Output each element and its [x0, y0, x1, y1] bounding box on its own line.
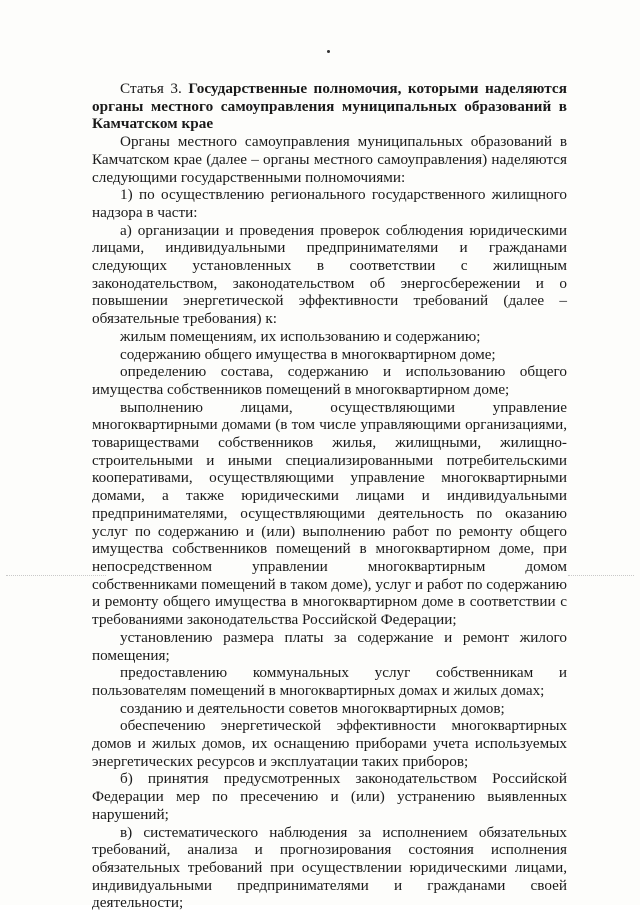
- paragraph-intro: Органы местного самоуправления муниципальных образований в Камчатском крае (далее – органы местного самоуправления) наделяются следующими государственными полномочиями:: [92, 133, 567, 186]
- paragraph-energy-efficiency: обеспечению энергетической эффективности многоквартирных домов и жилых домов, их оснащению приборами учета используемых энергетических ресурсов и эксплуатации таких приборов;: [92, 717, 567, 770]
- paragraph-utility-services: предоставлению коммунальных услуг собственникам и пользователям помещений в многоквартирных домах и жилых домах;: [92, 664, 567, 699]
- article-number: Статья 3.: [120, 80, 182, 97]
- paragraph-building-councils: созданию и деятельности советов многоквартирных домов;: [120, 699, 505, 717]
- paragraph-item-v: в) систематического наблюдения за исполнением обязательных требований, анализа и прогнозирования состояния исполнения обязательных требований при осуществлении юридическими лицами, индивидуальными предпринимателями и гражданами своей деятельности;: [92, 823, 567, 912]
- paragraph-item-b: б) принятия предусмотренных законодательством Российской Федерации мер по пресечению и (или) устранению выявленных нарушений;: [92, 770, 567, 823]
- scan-dotted-line-left: [6, 575, 106, 576]
- document-body: [92, 80, 567, 912]
- scan-speck: [327, 50, 330, 53]
- paragraph-housing-premises: жилым помещениям, их использованию и содержанию;: [120, 327, 481, 345]
- paragraph-common-property: содержанию общего имущества в многоквартирном доме;: [120, 345, 496, 363]
- paragraph-management-services: выполнению лицами, осуществляющими управление многоквартирными домами (в том числе управляющими организациями, товариществами собственников жилья, жилищными, жилищно-строительными и иными специализированными потребительскими кооперативами, осуществляющими управление многоквартирными домами, а также юридическими лицами и индивидуальными предпринимателями, осуществляющими деятельность по оказанию услуг по содержанию и (или) выполнению работ по ремонту общего имущества собственников помещений в многоквартирном доме, при непосредственном управлении многоквартирным домом собственниками помещений в таком доме), услуг и работ по содержанию и ремонту общего имущества в многоквартирном доме в соответствии с требованиями законодательства Российской Федерации;: [92, 398, 568, 629]
- article-title: [92, 80, 567, 133]
- paragraph-item-1: 1) по осуществлению регионального государственного жилищного надзора в части:: [92, 186, 567, 221]
- paragraph-item-a: а) организации и проведения проверок соблюдения юридическими лицами, индивидуальными предпринимателями и гражданами следующих установленных в соответствии с жилищным законодательством, законодательством об энергосбережении и о повышении энергетической эффективности требований (далее – обязательные требования) к:: [92, 221, 567, 328]
- paragraph-common-property-composition: определению состава, содержанию и использованию общего имущества собственников помещений в многоквартирном доме;: [92, 363, 567, 398]
- paragraph-payment-amount: установлению размера платы за содержание и ремонт жилого помещения;: [92, 628, 567, 664]
- scan-dotted-line-right: [568, 575, 634, 576]
- article-heading: Государственные полномочия, которыми наделяются органы местного самоуправления муниципальных образований в Камчатском крае: [92, 80, 567, 133]
